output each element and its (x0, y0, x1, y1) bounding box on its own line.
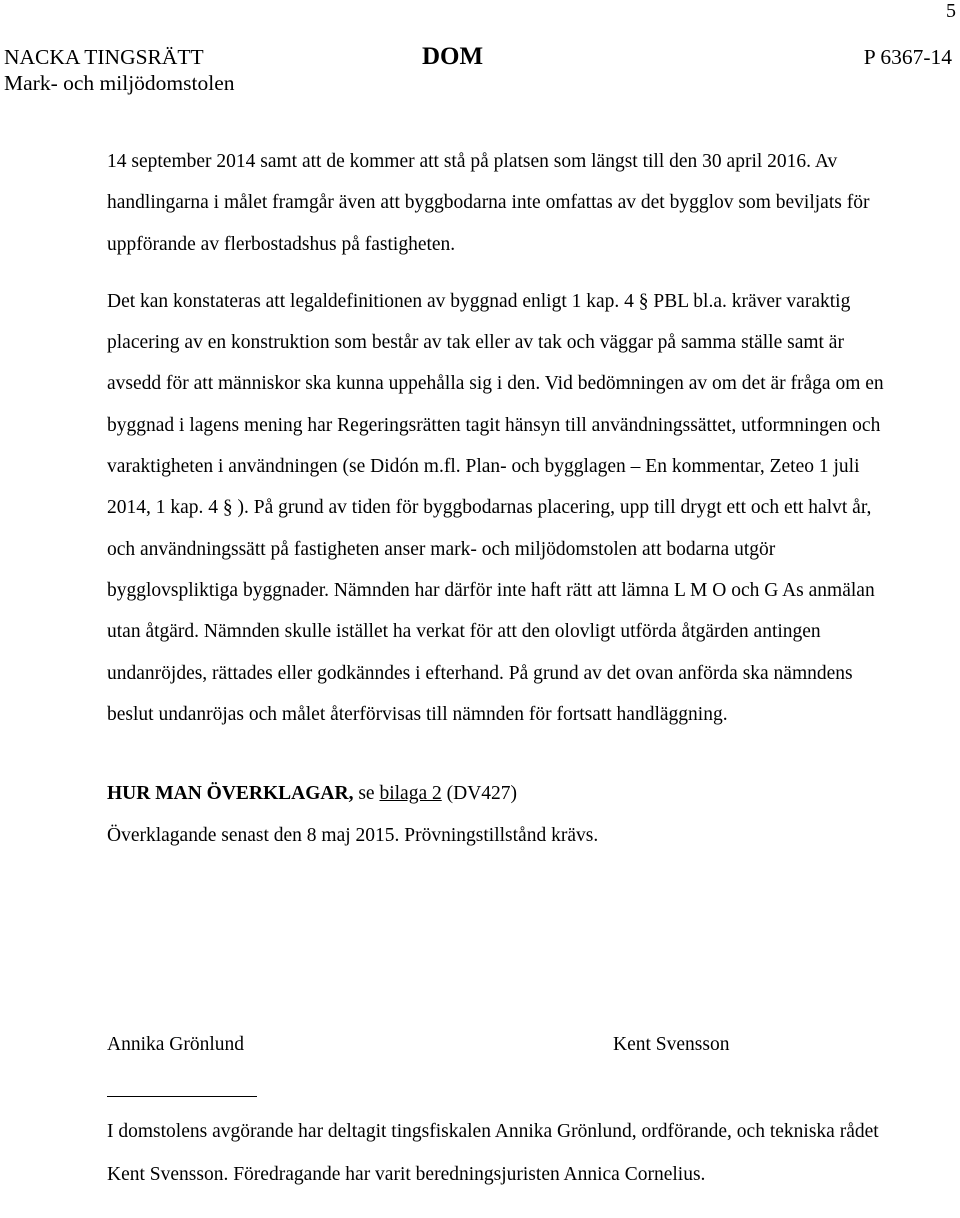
signature-right: Kent Svensson (613, 1034, 730, 1055)
document-type: DOM (422, 43, 484, 70)
appeal-instructions (107, 773, 887, 815)
form-code: (DV427) (441, 783, 518, 805)
court-name-block (4, 44, 235, 96)
court-division: Mark- och miljödomstolen (4, 71, 235, 95)
paragraph-2: Det kan konstateras att legaldefinitionen av byggnad enligt 1 kap. 4 § PBL bl.a. kräver varaktig placering av en konstruktion som består av tak eller av tak och väggar på samma ställe samt är avsedd för att människor ska kunna uppehålla sig i den. Vid bedömningen av om det är fråga om en byggnad i lagens mening har Regeringsrätten tagit hänsyn till användningssättet, utformningen och varaktigheten i användningen (se Didón m.fl. Plan- och bygglagen – En kommentar, Zeteo 1 juli 2014, 1 kap. 4 § ). På grund av tiden för byggbodarnas placering, upp till drygt ett och ett halvt år, och användningssätt på fastigheten anser mark- och miljödomstolen att bodarna utgör bygglovspliktiga byggnader. Nämnden har därför inte haft rätt att lämna L M O och G As anmälan utan åtgärd. Nämnden skulle istället ha verkat för att den olovligt utförda åtgärden antingen undanröjdes, rättades eller godkänndes i efterhand. På grund av det ovan anförda ska nämndens beslut undanröjas och målet återförvisas till nämnden för fortsatt handläggning. (107, 290, 884, 725)
page-number: 5 (946, 0, 956, 22)
paragraph-1: 14 september 2014 samt att de kommer att stå på platsen som längst till den 30 april 2016. Av handlingarna i målet framgår även att byggbodarna inte omfattas av det bygglov som beviljats för uppförande av flerbostadshus på fastigheten. (107, 151, 870, 255)
court-name: NACKA TINGSRÄTT (4, 45, 204, 69)
appeal-heading: HUR MAN ÖVERKLAGAR, (107, 783, 354, 805)
footer-note: I domstolens avgörande har deltagit tingsfiskalen Annika Grönlund, ordförande, och tekniska rådet Kent Svensson. Föredragande har varit beredningsjuristen Annica Cornelius. (107, 1121, 879, 1185)
signature-block (107, 1034, 867, 1064)
appeal-section (107, 773, 887, 856)
signature-left: Annika Grönlund (107, 1034, 245, 1055)
case-number: P 6367-14 (863, 45, 952, 69)
document-body (107, 141, 887, 856)
appeal-deadline: Överklagande senast den 8 maj 2015. Prövningstillstånd krävs. (107, 824, 599, 846)
appeal-text-se: se (353, 783, 380, 805)
divider-line (107, 1096, 257, 1097)
appendix-link[interactable]: bilaga 2 (379, 783, 442, 805)
